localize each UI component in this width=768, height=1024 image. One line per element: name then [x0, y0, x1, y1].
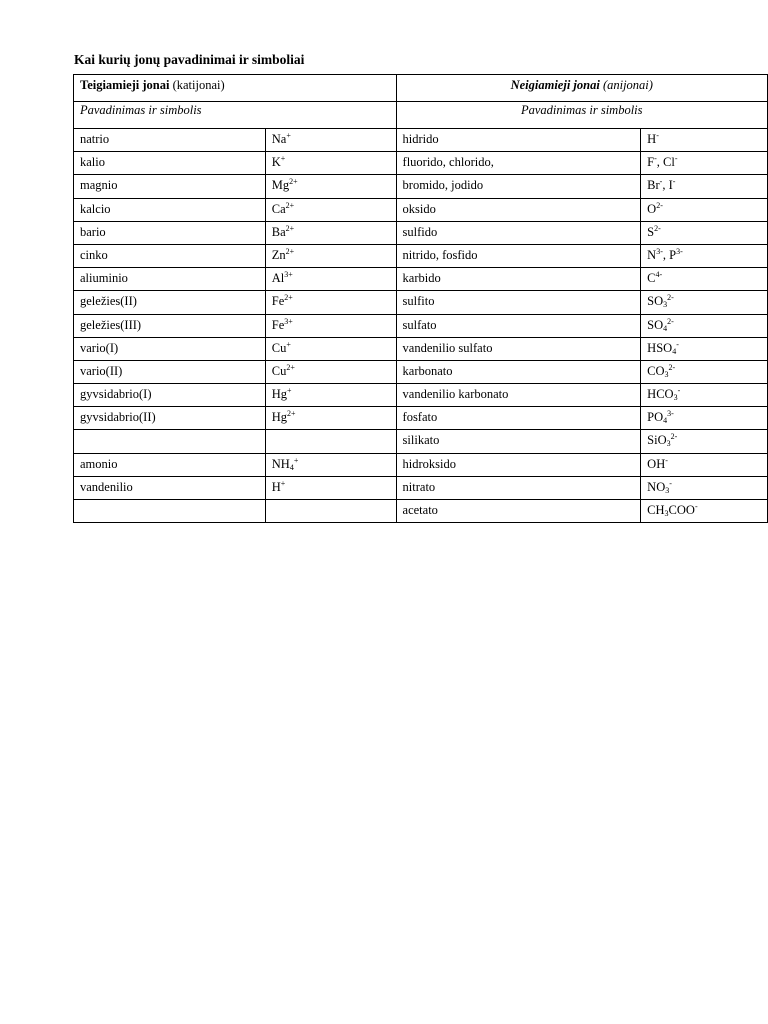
cations-header-bold: Teigiamieji jonai	[80, 78, 170, 92]
symbol-text: N	[647, 247, 657, 262]
index-subscript: 4	[672, 346, 677, 356]
symbol-text: , I	[662, 178, 673, 193]
anion-symbol	[641, 175, 768, 198]
cation-symbol	[265, 129, 396, 152]
cation-symbol	[265, 500, 396, 523]
cation-symbol	[265, 384, 396, 407]
symbol-text: C	[647, 271, 656, 286]
charge-superscript: +	[286, 339, 291, 349]
cations-header	[74, 75, 397, 102]
symbol-text: Hg	[271, 410, 288, 425]
charge-superscript: 2+	[285, 246, 295, 256]
cation-symbol	[265, 430, 396, 453]
index-subscript: 3	[663, 300, 668, 310]
symbol-text: PO	[647, 410, 664, 425]
charge-superscript: 2+	[285, 200, 295, 210]
charge-superscript: 3-	[676, 246, 683, 256]
cation-symbol	[265, 198, 396, 221]
symbol-text: , Cl	[656, 155, 675, 170]
anion-name: bromido, jodido	[396, 175, 641, 198]
index-subscript: 3	[666, 439, 671, 449]
anion-name: vandenilio karbonato	[396, 384, 641, 407]
charge-superscript: 3+	[284, 316, 293, 326]
charge-superscript: 3-	[656, 246, 663, 256]
charge-superscript: 2+	[289, 177, 298, 187]
charge-superscript: -	[674, 154, 678, 164]
cations-header-rest: (katijonai)	[169, 78, 225, 92]
cation-name: gyvsidabrio(I)	[74, 384, 266, 407]
symbol-text: SO	[647, 294, 664, 309]
charge-superscript: 2-	[667, 293, 674, 303]
anion-symbol	[641, 360, 768, 383]
cation-symbol	[265, 221, 396, 244]
cation-name: natrio	[74, 129, 266, 152]
table-row	[74, 291, 768, 314]
cation-symbol	[265, 337, 396, 360]
symbol-text: H	[271, 479, 281, 494]
cation-name: kalio	[74, 152, 266, 175]
anion-symbol	[641, 453, 768, 476]
anion-name: karbonato	[396, 360, 641, 383]
table-row	[74, 129, 768, 152]
symbol-text: SO	[647, 317, 664, 332]
symbol-text: S	[647, 224, 655, 239]
charge-superscript: 2-	[670, 432, 678, 442]
anion-name: sulfato	[396, 314, 641, 337]
anion-name: vandenilio sulfato	[396, 337, 641, 360]
symbol-text: COO	[668, 503, 695, 517]
anion-symbol	[641, 152, 768, 175]
symbol-text: Cu	[271, 340, 287, 355]
charge-superscript: +	[287, 386, 292, 396]
symbol-text: HSO	[647, 340, 673, 355]
cation-symbol	[265, 476, 396, 499]
cation-symbol	[265, 314, 396, 337]
index-subscript: 3	[665, 485, 670, 495]
table-row	[74, 453, 768, 476]
charge-superscript: -	[654, 154, 657, 164]
charge-superscript: 2-	[668, 362, 676, 372]
cation-name: cinko	[74, 244, 266, 267]
charge-superscript: +	[280, 154, 286, 164]
anion-name: karbido	[396, 268, 641, 291]
cation-name: gyvsidabrio(II)	[74, 407, 266, 430]
cation-symbol	[265, 244, 396, 267]
charge-superscript: +	[293, 455, 299, 465]
anion-symbol	[641, 291, 768, 314]
table-row	[74, 244, 768, 267]
symbol-text: Zn	[271, 247, 286, 262]
index-subscript: 3	[664, 369, 669, 379]
table-header-row	[74, 75, 768, 102]
symbol-text: Fe	[271, 294, 285, 309]
table-row	[74, 198, 768, 221]
anions-header	[396, 75, 767, 102]
anion-symbol	[641, 221, 768, 244]
charge-superscript: +	[286, 131, 291, 140]
index-subscript: 4	[663, 323, 668, 333]
symbol-text: Ca	[271, 201, 286, 216]
symbol-text: Cu	[271, 363, 287, 378]
anion-symbol	[641, 430, 768, 453]
symbol-text: NO	[647, 479, 666, 494]
cation-name	[74, 500, 266, 523]
table-row	[74, 500, 768, 523]
anion-symbol	[641, 268, 768, 291]
charge-superscript: 2+	[287, 409, 296, 419]
cation-name: bario	[74, 221, 266, 244]
page-title: Kai kurių jonų pavadinimai ir simboliai	[74, 52, 305, 67]
cation-name: aliuminio	[74, 268, 266, 291]
index-subscript: 4	[663, 416, 668, 426]
table-row	[74, 384, 768, 407]
table-subheader-row	[74, 102, 768, 129]
cation-name: magnio	[74, 175, 266, 198]
ions-table	[73, 74, 768, 523]
charge-superscript: 3-	[667, 409, 674, 419]
charge-superscript: 3+	[284, 270, 293, 280]
charge-superscript: 2-	[667, 316, 674, 326]
anion-name: fluorido, chlorido,	[396, 152, 641, 175]
anion-symbol	[641, 129, 768, 152]
anion-name: oksido	[396, 198, 641, 221]
anion-name: hidrido	[396, 129, 641, 152]
anion-symbol	[641, 476, 768, 499]
cation-symbol	[265, 152, 396, 175]
cation-symbol	[265, 407, 396, 430]
symbol-text: Al	[271, 271, 285, 286]
table-row	[74, 152, 768, 175]
symbol-text: Ba	[271, 224, 286, 239]
anions-header-rest: (anijonai)	[599, 78, 653, 92]
charge-superscript: 2+	[286, 362, 295, 372]
cation-symbol	[265, 175, 396, 198]
anion-name: sulfido	[396, 221, 641, 244]
symbol-text: NH	[271, 456, 290, 471]
symbol-text: H	[647, 132, 657, 146]
anion-name: nitrato	[396, 476, 641, 499]
anion-name: silikato	[396, 430, 641, 453]
anion-symbol	[641, 500, 768, 523]
cations-subheader: Pavadinimas ir simbolis	[74, 102, 397, 129]
charge-superscript: -	[665, 455, 668, 465]
charge-superscript: 2+	[284, 293, 293, 303]
cation-symbol	[265, 291, 396, 314]
symbol-text: Mg	[271, 178, 290, 193]
symbol-text: O	[647, 201, 657, 216]
charge-superscript: -	[676, 339, 679, 349]
symbol-text: , P	[662, 247, 677, 262]
cation-name: kalcio	[74, 198, 266, 221]
symbol-text: Hg	[271, 387, 288, 402]
charge-superscript: 4-	[655, 270, 663, 280]
anion-symbol	[641, 384, 768, 407]
anion-symbol	[641, 314, 768, 337]
anion-symbol	[641, 244, 768, 267]
charge-superscript: -	[669, 478, 672, 488]
cation-symbol	[265, 453, 396, 476]
anion-name: acetato	[396, 500, 641, 523]
table-row	[74, 221, 768, 244]
cation-name: vario(I)	[74, 337, 266, 360]
symbol-text: CO	[647, 363, 665, 378]
symbol-text: SiO	[647, 433, 667, 448]
anion-name: sulfito	[396, 291, 641, 314]
cation-name: vandenilio	[74, 476, 266, 499]
table-row	[74, 337, 768, 360]
charge-superscript: -	[672, 177, 676, 187]
cation-symbol	[265, 268, 396, 291]
anion-symbol	[641, 337, 768, 360]
table-row	[74, 175, 768, 198]
cation-name: amonio	[74, 453, 266, 476]
cation-name: geležies(II)	[74, 291, 266, 314]
cation-symbol	[265, 360, 396, 383]
table-row	[74, 268, 768, 291]
symbol-text: CH	[647, 503, 665, 517]
symbol-text: Na	[271, 132, 287, 146]
anions-header-bold: Neigiamieji jonai	[510, 78, 600, 92]
charge-superscript: 2+	[285, 223, 295, 233]
anion-name: fosfato	[396, 407, 641, 430]
symbol-text: HCO	[647, 387, 674, 402]
symbol-text: OH	[647, 456, 666, 471]
table-row	[74, 360, 768, 383]
charge-superscript: 2-	[656, 200, 663, 210]
charge-superscript: -	[677, 386, 681, 396]
table-row	[74, 430, 768, 453]
table-row	[74, 476, 768, 499]
anions-subheader: Pavadinimas ir simbolis	[396, 102, 767, 129]
charge-superscript: -	[656, 131, 659, 140]
symbol-text: K	[271, 155, 281, 170]
anion-name: nitrido, fosfido	[396, 244, 641, 267]
cation-name: geležies(III)	[74, 314, 266, 337]
charge-superscript: -	[694, 502, 698, 511]
symbol-text: Fe	[271, 317, 285, 332]
charge-superscript: -	[659, 177, 663, 187]
anion-symbol	[641, 198, 768, 221]
index-subscript: 3	[673, 393, 678, 403]
charge-superscript: +	[280, 478, 286, 488]
index-subscript: 3	[664, 509, 669, 518]
table-row	[74, 407, 768, 430]
table-row	[74, 314, 768, 337]
symbol-text: Br	[647, 178, 660, 193]
cation-name: vario(II)	[74, 360, 266, 383]
symbol-text: F	[647, 155, 655, 170]
cation-name	[74, 430, 266, 453]
anion-symbol	[641, 407, 768, 430]
anion-name: hidroksido	[396, 453, 641, 476]
charge-superscript: 2-	[654, 223, 661, 233]
index-subscript: 4	[289, 462, 294, 472]
